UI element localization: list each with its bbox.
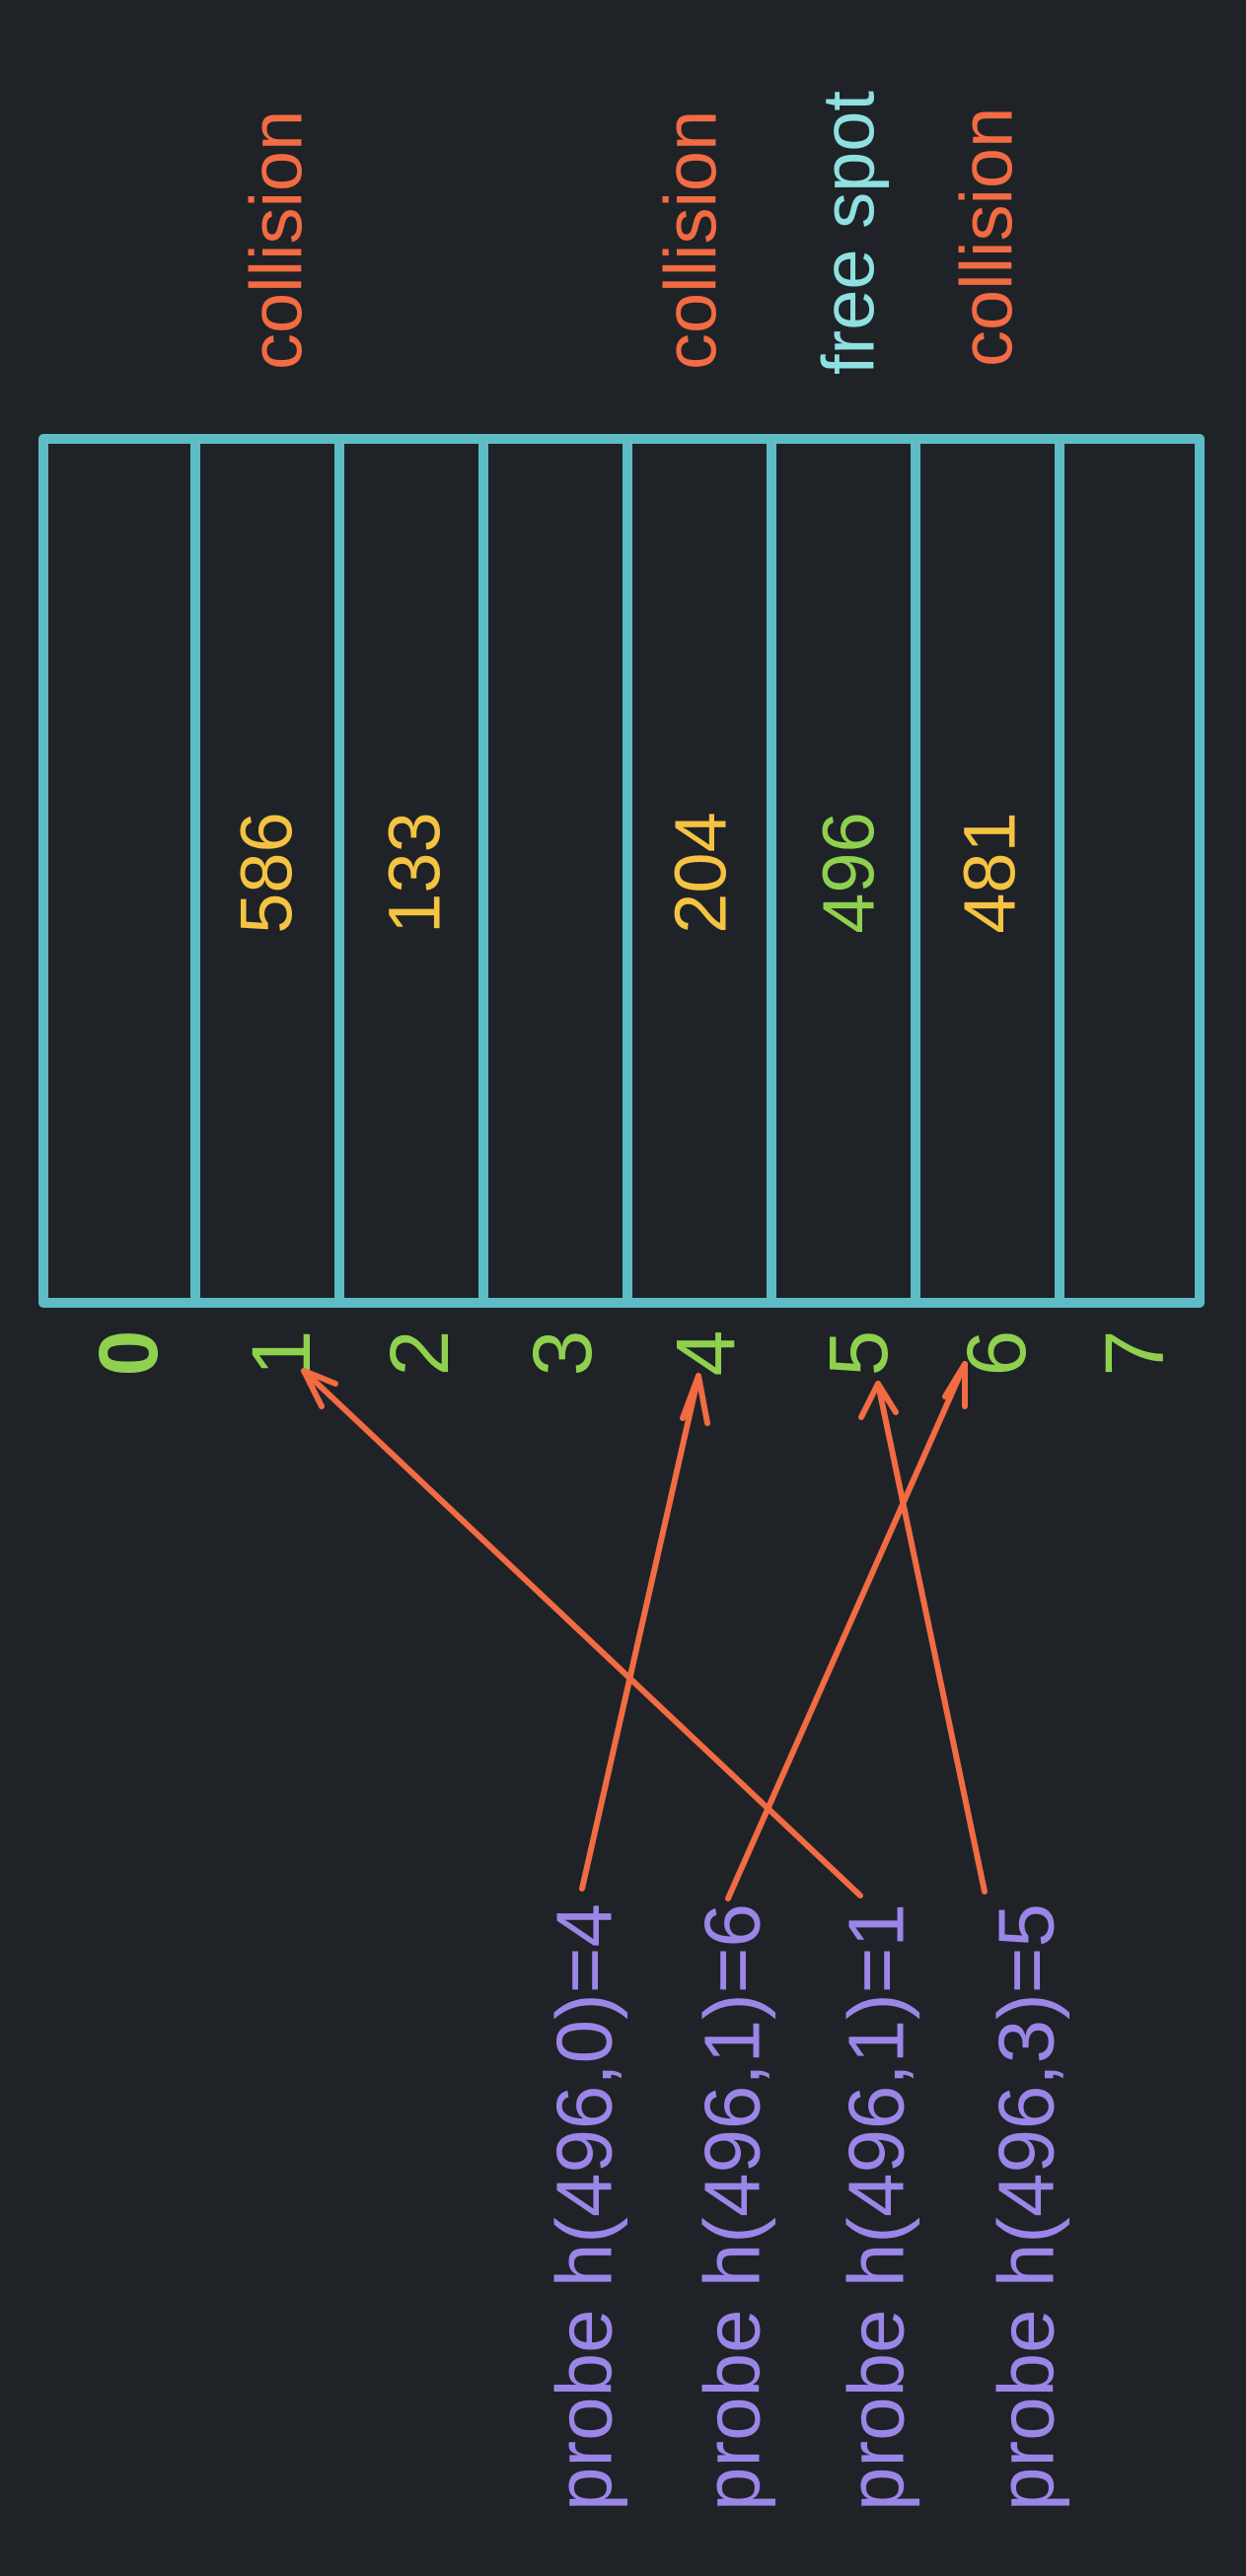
slot-index-6: 6 (950, 1329, 1043, 1377)
table-cell-3 (483, 439, 627, 1303)
slot-indices (82, 1330, 1181, 1377)
probe-label-3: probe h(496,1)=1 (832, 1903, 920, 2512)
slot-index-0: 0 (82, 1329, 175, 1377)
slot-index-7: 7 (1088, 1329, 1181, 1377)
cell-value-5: 496 (807, 812, 890, 934)
slot-index-5: 5 (812, 1329, 905, 1377)
probe-arrow-to-4 (582, 1376, 707, 1889)
cell-value-2: 133 (373, 812, 456, 934)
probe-arrows (304, 1364, 985, 1898)
note-free-spot-5: free spot (807, 91, 890, 375)
table-cell-7 (1060, 439, 1200, 1303)
cell-value-4: 204 (659, 812, 742, 934)
note-collision-4: collision (649, 109, 732, 370)
cell-value-6: 481 (948, 812, 1031, 934)
probe-label-1: probe h(496,0)=4 (540, 1903, 628, 2512)
probe-arrow-to-1 (304, 1371, 860, 1896)
probe-label-2: probe h(496,1)=6 (688, 1903, 776, 2512)
probe-label-4: probe h(496,3)=5 (982, 1903, 1070, 2512)
cell-value-1: 586 (225, 812, 308, 934)
slot-index-4: 4 (659, 1329, 752, 1377)
slot-notes (236, 91, 1028, 375)
note-collision-6: collision (945, 107, 1028, 367)
slot-index-2: 2 (373, 1329, 466, 1377)
table-cell-0 (43, 439, 195, 1303)
slot-index-3: 3 (516, 1329, 609, 1377)
slot-index-1: 1 (235, 1329, 328, 1377)
note-collision-1: collision (235, 109, 318, 370)
probe-labels (541, 1903, 1070, 2511)
